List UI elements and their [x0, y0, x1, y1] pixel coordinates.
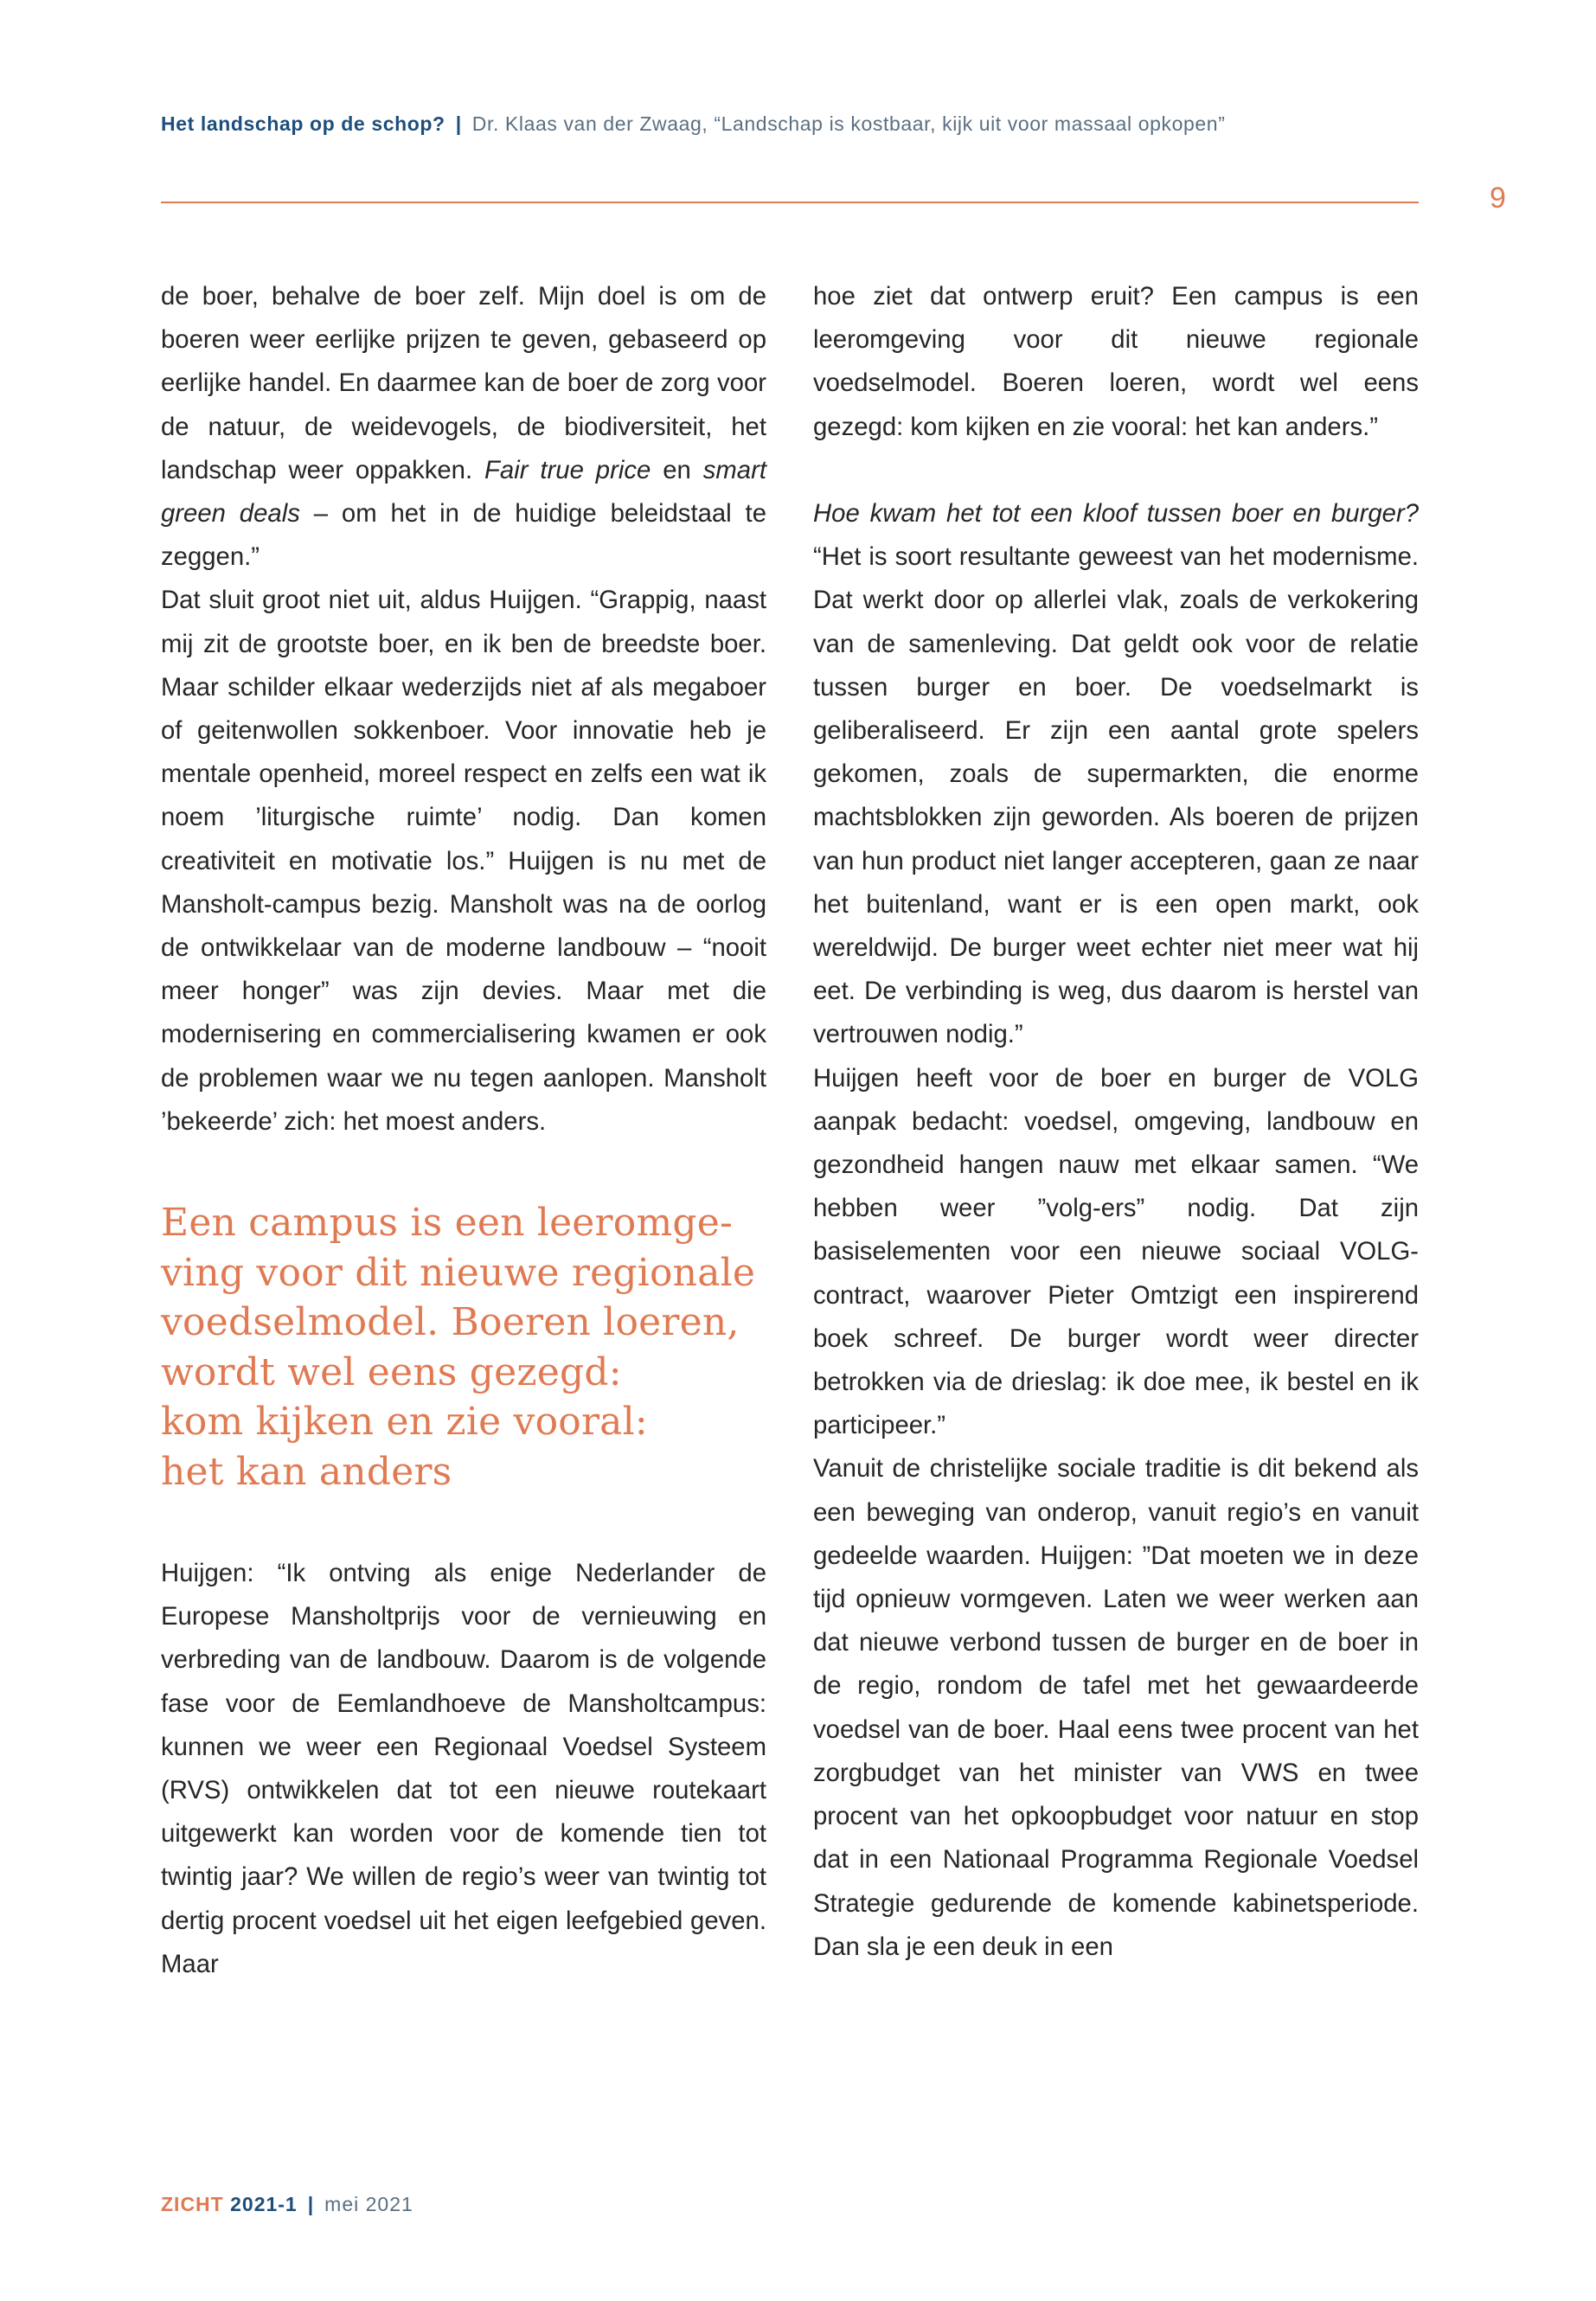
italic-term: Fair true price [484, 455, 651, 484]
pull-quote-line: wordt wel eens gezegd: [161, 1349, 622, 1394]
left-paragraph-2: Dat sluit groot niet uit, aldus Huijgen. “Grappig, naast mij zit de grootste boer, en ik ben de breedste boer. Maar schilder elkaar wederzijds niet af als megaboer of geitenwollen sokkenboer. Voor innovatie heb je mentale openheid, moreel respect en zelfs een wat ik noem ’liturgische ruimte’ nodig. Dan komen creativiteit en motivatie los.” Huijgen is nu met de Mansholt-campus bezig. Mansholt was na de oorlog de ontwikkelaar van de moderne landbouw – “nooit meer honger” was zijn devies. Maar met die modernisering en commercialisering kwamen er ook de problemen waar we nu tegen aanlopen. Mansholt ’bekeerde’ zich: het moest anders. [161, 586, 766, 1136]
pull-quote-line: Een campus is een leeromge- [161, 1201, 734, 1246]
footer [161, 2193, 413, 2216]
text-run: de boer, behalve de boer zelf. Mijn doel is om de boeren weer eerlijke prijzen te geven, gebaseerd op eerlijke handel. En daarmee kan de boer de zorg voor de natuur, de weidevogels, de biodiversiteit, het landschap weer oppakken. [161, 282, 766, 484]
header-article-title: Dr. Klaas van der Zwaag, “Landschap is kostbaar, kijk uit voor massaal opkopen” [471, 112, 1226, 135]
pull-quote [161, 1198, 766, 1497]
right-column [813, 275, 1419, 1969]
right-paragraph-1: hoe ziet dat ontwerp eruit? Een campus is een leeromgeving voor dit nieuwe regionale voedselmodel. Boeren loeren, wordt wel eens gezegd: kom kijken en zie vooral: het kan anders.” [813, 282, 1419, 441]
footer-magazine: ZICHT [161, 2193, 224, 2215]
header-rule [161, 202, 1419, 203]
text-run: “Het is soort resultante geweest van het modernisme. Dat werkt door op allerlei vlak, zoals de verkokering van de samenleving. Dat geldt ook voor de relatie tussen burger en boer. De voedselmarkt is geliberaliseerd. Er zijn een aantal grote spelers gekomen, zoals de supermarkten, die enorme machtsblokken zijn geworden. Als boeren de prijzen van hun product niet langer accepteren, gaan ze naar het buitenland, want er is een open markt, ook wereldwijd. De burger weet echter niet meer wat hij eet. De verbinding is weg, dus daarom is herstel van vertrouwen nodig.” [813, 542, 1419, 1049]
pull-quote-line: voedselmodel. Boeren loeren, [161, 1300, 740, 1345]
page-number: 9 [1490, 182, 1506, 215]
text-run: – om het in de huidige beleidstaal te zeggen.” [161, 499, 766, 572]
footer-issue: 2021-1 [230, 2193, 298, 2215]
pull-quote-line: kom kijken en zie vooral: [161, 1400, 648, 1445]
pull-quote-line: ving voor dit nieuwe regionale [161, 1250, 756, 1295]
pull-quote-line: het kan anders [161, 1449, 452, 1494]
header-section-title: Het landschap op de schop? [161, 112, 445, 135]
left-paragraph-3: Huijgen: “Ik ontving als enige Nederlander de Europese Mansholtprijs voor de vernieuwing en verbreding van de landbouw. Daarom is de volgende fase voor de Eemlandhoeve de Mansholtcampus: kunnen we weer een Regionaal Voedsel Systeem (RVS) ontwikkelen dat tot een nieuwe routekaart uitgewerkt kan worden voor de komende tien tot twintig jaar? We willen de regio’s weer van twintig tot dertig procent voedsel uit het eigen leefgebied geven. Maar [161, 1559, 766, 1978]
header-separator: | [455, 112, 462, 135]
footer-date: mei 2021 [324, 2193, 413, 2215]
left-column [161, 275, 766, 1986]
footer-separator: | [307, 2193, 315, 2215]
left-paragraph-1 [161, 275, 766, 579]
right-paragraph-3: Huijgen heeft voor de boer en burger de VOLG aanpak bedacht: voedsel, omgeving, landbouw en gezondheid hangen nauw met elkaar samen. “We hebben weer ”volg-ers” nodig. Dat zijn basiselementen voor een nieuwe sociaal VOLG-contract, waarover Pieter Omtzigt een inspirerend boek schreef. De burger wordt weer directer betrokken via de drieslag: ik doe mee, ik bestel en ik participeer.” [813, 1063, 1419, 1440]
interview-question: Hoe kwam het tot een kloof tussen boer en burger? [813, 499, 1419, 528]
italic-term: smart green deals [161, 455, 766, 529]
text-run: en [651, 455, 703, 484]
right-paragraph-2 [813, 492, 1419, 1057]
running-header [161, 112, 1424, 136]
right-paragraph-4: Vanuit de christelijke sociale traditie is dit bekend als een beweging van onderop, vanuit regio’s en vanuit gedeelde waarden. Huijgen: ”Dat moeten we in deze tijd opnieuw vormgeven. Laten we weer werken aan dat nieuwe verbond tussen de burger en de boer in de regio, rondom de tafel met het gewaardeerde voedsel van de boer. Haal eens twee procent van het zorgbudget van het minister van VWS en twee procent van het opkoopbudget voor natuur en stop dat in een Nationaal Programma Regionale Voedsel Strategie gedurende de komende kabinetsperiode. Dan sla je een deuk in een [813, 1454, 1419, 1961]
